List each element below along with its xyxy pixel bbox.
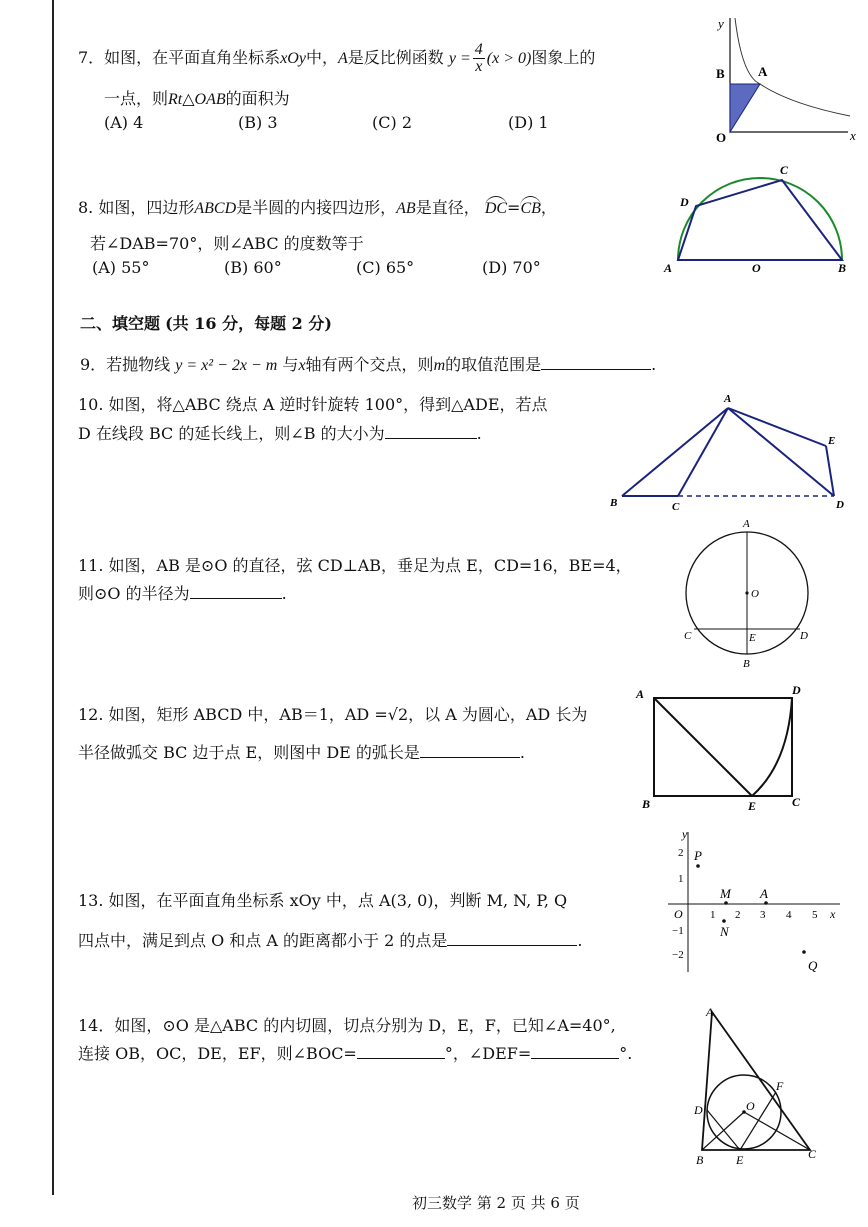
section2-heading: 二、填空题 (共 16 分，每题 2 分) [80,314,332,333]
q14-fig-A: A [706,1005,714,1019]
q13-ytick: −1 [672,925,684,937]
q7-option-a: (A) 4 [104,113,144,132]
q12-fig-E: E [748,799,757,813]
q14-figure [690,1002,830,1168]
q14-fig-B: B [696,1153,704,1167]
q9-answer-blank[interactable] [541,355,651,370]
margin-rule [52,0,54,1195]
q11-fig-E: E [749,632,756,644]
q14-fig-C: C [808,1147,817,1161]
q13-answer-blank[interactable] [447,931,577,946]
q13-xtick: 4 [786,909,792,921]
q7-option-c: (C) 2 [372,113,412,132]
q13-fig-A: A [760,886,768,901]
q7-fig-O: O [716,130,727,145]
q13-fig-P: P [694,848,702,863]
q14-answer-blank-1[interactable] [357,1044,445,1059]
q7-fraction: $\frac{4}{x}$ [474,41,483,75]
q12-fig-A: A [636,687,645,701]
q13-xtick: 1 [710,909,716,921]
q10-fig-C: C [672,501,680,513]
q7-line1: 7．如图，在平面直角坐标系xOy中，A是反比例函数 y = $\frac{4}{x}$ (x > 0)图象上的 [78,41,596,75]
q12-line1: 12. 如图，矩形 ABCD 中，AB＝1，AD =√2，以 A 为圆心，AD 长为 [78,705,588,724]
page-footer: 初三数学 第 2 页 共 6 页 [412,1194,580,1212]
q10-line2: D 在线段 BC 的延长线上，则∠B 的大小为 . [78,424,482,443]
q13-fig-M: M [720,886,731,901]
q10-fig-A: A [724,393,732,405]
q11-line1: 11. 如图，AB 是⊙O 的直径，弦 CD⊥AB，垂足为点 E，CD=16，BE=4， [78,556,632,575]
q13-figure [660,826,854,976]
q7-line2: 一点，则Rt△OAB的面积为 [104,89,290,108]
q7-fig-x: x [850,128,856,143]
q13-xtick: 2 [735,909,741,921]
q8-fig-O: O [752,261,761,275]
q8-option-a: (A) 55° [92,258,150,277]
q13-fig-N: N [720,924,729,939]
q8-line2: 若∠DAB=70°，则∠ABC 的度数等于 [90,234,364,253]
q8-fig-A: A [664,261,673,275]
q14-line1: 14．如图，⊙O 是△ABC 的内切圆，切点分别为 D，E，F，已知∠A=40°, [78,1016,616,1035]
q7-option-d: (D) 1 [508,113,549,132]
q8-figure [658,158,858,280]
q14-fig-O: O [746,1099,755,1113]
q13-ytick: 2 [678,847,684,859]
q13-ytick: −2 [672,949,684,961]
q10-fig-E: E [828,435,836,447]
q8-fig-C: C [780,163,789,177]
q12-answer-blank[interactable] [420,743,520,758]
q7-fig-B: B [716,66,725,81]
q11-fig-C: C [684,630,692,642]
q14-line2: 连接 OB，OC，DE，EF，则∠BOC= °，∠DEF= °. [78,1044,633,1063]
q14-fig-E: E [736,1153,744,1167]
q8-option-c: (C) 65° [356,258,415,277]
q10-fig-D: D [836,499,844,511]
q11-fig-O: O [751,588,759,600]
q14-answer-blank-2[interactable] [531,1044,619,1059]
q14-fig-F: F [776,1079,784,1093]
q13-xticks [710,909,818,921]
q13-ytick: 1 [678,873,684,885]
q13-line1: 13. 如图，在平面直角坐标系 xOy 中，点 A(3, 0)，判断 M, N, P, Q [78,891,568,910]
q11-line2: 则⊙O 的半径为 . [78,584,287,603]
q7-fig-y: y [718,16,724,31]
q7-option-b: (B) 3 [238,113,278,132]
q13-fig-Q: Q [808,958,818,973]
q8-fig-D: D [680,195,689,209]
q12-figure [632,684,816,814]
q13-fig-y: y [682,827,688,841]
q14-fig-D: D [694,1103,703,1117]
q10-figure [606,390,862,516]
q10-fig-B: B [610,497,618,509]
q8-fig-B: B [838,261,847,275]
q13-fig-O: O [674,907,683,921]
q13-fig-x: x [830,907,836,921]
q11-fig-D: D [800,630,808,642]
q12-fig-C: C [792,795,801,809]
q13-line2: 四点中，满足到点 O 和点 A 的距离都小于 2 的点是 . [78,931,583,950]
q10-line1: 10. 如图，将△ABC 绕点 A 逆时针旋转 100°，得到△ADE，若点 [78,395,548,414]
q12-fig-B: B [642,797,651,811]
q8-line1: 8. 如图，四边形ABCD是半圆的内接四边形，AB是直径， DC=CB， [78,198,557,217]
q11-answer-blank[interactable] [190,584,282,599]
q12-fig-D: D [792,684,801,697]
q12-line2: 半径做弧交 BC 边于点 E，则图中 DE 的弧长是 . [78,743,526,762]
q13-xtick: 5 [812,909,818,921]
q8-option-d: (D) 70° [482,258,541,277]
q13-xtick: 3 [760,909,766,921]
q9-text: 9．若抛物线 y = x² − 2x − m 与x轴有两个交点，则m的取值范围是 . [80,355,657,374]
q10-answer-blank[interactable] [385,424,477,439]
q7-figure [700,14,860,146]
q7-fig-A: A [758,64,768,79]
q11-fig-A: A [743,518,750,530]
q8-option-b: (B) 60° [224,258,282,277]
q11-figure [680,515,820,671]
q11-fig-B: B [743,658,750,670]
